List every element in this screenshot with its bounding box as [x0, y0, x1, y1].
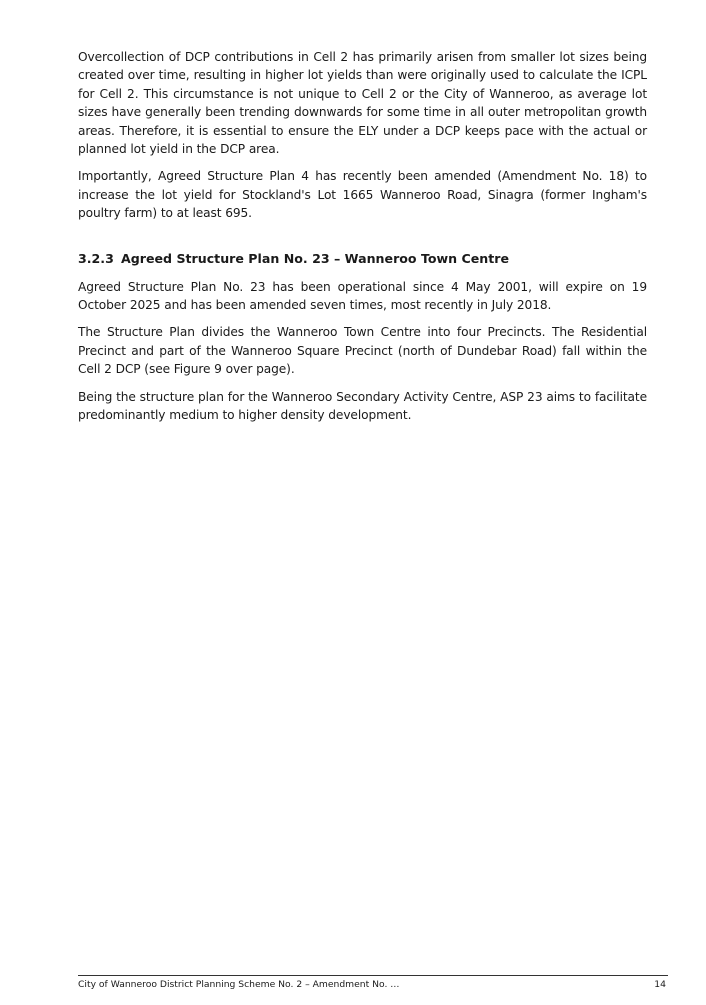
body-paragraph: Agreed Structure Plan No. 23 has been operational since 4 May 2001, will expire on 19 October 2025 and has been amended seven times, most recently in July 2018.: [78, 279, 647, 313]
body-paragraph: Overcollection of DCP contributions in Cell 2 has primarily arisen from smaller lot sizes being created over time, resulting in higher lot yields than were originally used to calculate the ICPL for Cell 2. This circumstance is not unique to Cell 2 or the City of Wanneroo, as average lot sizes have generally been trending downwards for some time in all outer metropolitan growth areas. Therefore, it is essential to ensure the ELY under a DCP keeps pace with the actual or planned lot yield in the DCP area.: [78, 50, 647, 157]
section-title: Agreed Structure Plan No. 23 – Wanneroo Town Centre: [121, 250, 510, 266]
section-number: 3.2.3: [78, 250, 114, 266]
body-paragraph: Being the structure plan for the Wanneroo Secondary Activity Centre, ASP 23 aims to facilitate predominantly medium to higher density development.: [78, 389, 647, 423]
body-paragraph: Importantly, Agreed Structure Plan 4 has recently been amended (Amendment No. 18) to increase the lot yield for Stockland's Lot 1665 Wanneroo Road, Sinagra (former Ingham's poultry farm) to at least 695.: [78, 169, 647, 221]
page-content: [78, 48, 647, 434]
section-heading: [78, 250, 647, 268]
page-footer: [78, 975, 668, 991]
page-number: 14: [654, 979, 666, 990]
footer-title: City of Wanneroo District Planning Scheme No. 2 – Amendment No. …: [78, 979, 400, 990]
body-paragraph: The Structure Plan divides the Wanneroo Town Centre into four Precincts. The Residential Precinct and part of the Wanneroo Square Precinct (north of Dundebar Road) fall within the Cell 2 DCP (see Figure 9 over page).: [78, 325, 647, 377]
